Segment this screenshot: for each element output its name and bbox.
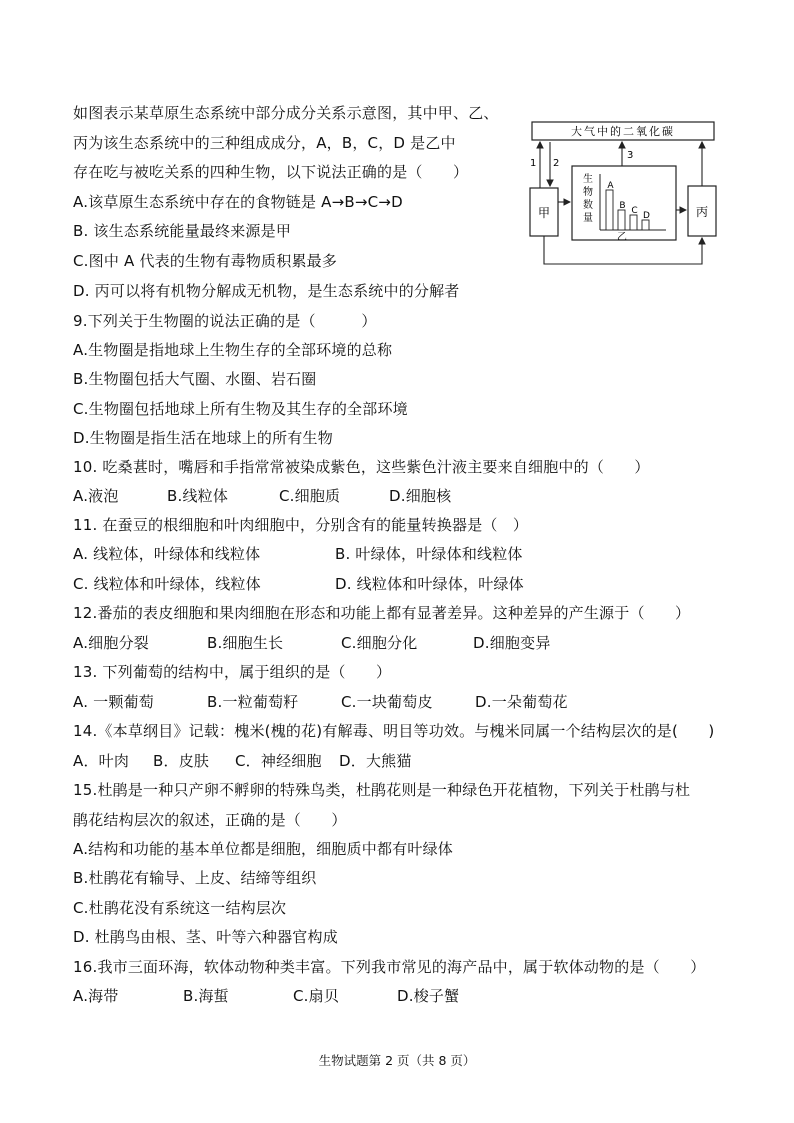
q15-option-d: D. 杜鹃鸟由根、茎、叶等六种器官构成 <box>73 928 338 946</box>
q10-stem: 10. 吃桑葚时，嘴唇和手指常常被染成紫色，这些紫色汁液主要来自细胞中的（ ） <box>73 458 650 476</box>
q15-stem-line-1: 15.杜鹃是一种只产卵不孵卵的特殊鸟类，杜鹃花则是一种绿色开花植物，下列关于杜鹃与杜 <box>73 781 691 799</box>
jia-label: 甲 <box>537 206 551 220</box>
bar-chart-ylabel-char: 量 <box>583 213 593 224</box>
q16-option-b: B.海蜇 <box>183 987 229 1005</box>
bar-label-d: D <box>643 211 650 221</box>
bar-label-c: C <box>631 206 638 216</box>
page-footer: 生物试题第 2 页（共 8 页） <box>318 1053 476 1068</box>
q8-option-a: A.该草原生态系统中存在的食物链是 A→B→C→D <box>73 193 403 211</box>
bar-a <box>606 190 613 230</box>
q12-stem: 12.番茄的表皮细胞和果肉细胞在形态和功能上都有显著差异。这种差异的产生源于（ ） <box>73 604 691 622</box>
q14-option-b: B．皮肤 <box>153 752 210 770</box>
bing-label: 丙 <box>695 205 709 219</box>
q8-stem-line-2: 丙为该生态系统中的三种组成成分，A，B，C，D 是乙中 <box>73 134 456 152</box>
bar-chart-ylabel-char: 数 <box>583 200 593 211</box>
q12-option-c: C.细胞分化 <box>341 634 418 652</box>
bar-chart-ylabel-char: 物 <box>583 187 593 198</box>
q12-option-b: B.细胞生长 <box>207 634 284 652</box>
q10-option-a: A.液泡 <box>73 487 119 505</box>
q13-option-b: B.一粒葡萄籽 <box>207 693 299 711</box>
bar-b <box>618 210 625 230</box>
q16-option-c: C.扇贝 <box>293 987 340 1005</box>
q12-option-a: A.细胞分裂 <box>73 634 149 652</box>
q15-option-c: C.杜鹃花没有系统这一结构层次 <box>73 899 287 917</box>
q14-stem: 14.《本草纲目》记载：槐米(槐的花)有解毒、明目等功效。与槐米同属一个结构层次的是( ) <box>73 722 715 740</box>
q8-option-b: B. 该生态系统能量最终来源是甲 <box>73 222 292 240</box>
ecosystem-diagram <box>526 118 726 278</box>
q11-stem: 11. 在蚕豆的根细胞和叶肉细胞中，分别含有的能量转换器是（ ） <box>73 516 529 534</box>
q8-option-c: C.图中 A 代表的生物有毒物质积累最多 <box>73 252 338 270</box>
bar-d <box>642 220 649 230</box>
atmosphere-label: 大气中的二氧化碳 <box>571 125 675 138</box>
q13-option-d: D.一朵葡萄花 <box>475 693 568 711</box>
q9-option-d: D.生物圈是指生活在地球上的所有生物 <box>73 429 333 447</box>
q13-option-c: C.一块葡萄皮 <box>341 693 433 711</box>
q14-option-a: A．叶肉 <box>73 752 130 770</box>
q16-option-d: D.梭子蟹 <box>397 987 460 1005</box>
q8-option-d: D. 丙可以将有机物分解成无机物，是生态系统中的分解者 <box>73 282 460 300</box>
q9-option-a: A.生物圈是指地球上生物生存的全部环境的总称 <box>73 341 393 359</box>
q11-option-c: C. 线粒体和叶绿体，线粒体 <box>73 575 261 593</box>
q14-option-d: D．大熊猫 <box>339 752 412 770</box>
q14-option-c: C．神经细胞 <box>235 752 322 770</box>
q16-option-a: A.海带 <box>73 987 119 1005</box>
arrow-1-label: 1 <box>530 158 537 169</box>
q15-option-b: B.杜鹃花有输导、上皮、结缔等组织 <box>73 869 317 887</box>
bar-label-a: A <box>607 181 614 191</box>
q15-stem-line-2: 鹃花结构层次的叙述，正确的是（ ） <box>73 811 347 829</box>
q11-option-d: D. 线粒体和叶绿体，叶绿体 <box>335 575 524 593</box>
q10-option-b: B.线粒体 <box>167 487 229 505</box>
q11-option-a: A. 线粒体，叶绿体和线粒体 <box>73 545 261 563</box>
arrow-3-label: 3 <box>627 150 634 161</box>
yi-label: 乙 <box>617 232 627 243</box>
q9-stem: 9.下列关于生物圈的说法正确的是（ ） <box>73 312 377 330</box>
q13-stem: 13. 下列葡萄的结构中，属于组织的是（ ） <box>73 663 392 681</box>
q13-option-a: A. 一颗葡萄 <box>73 693 154 711</box>
arrow-2-label: 2 <box>553 158 560 169</box>
q8-stem-line-3: 存在吃与被吃关系的四种生物，以下说法正确的是（ ） <box>73 163 469 181</box>
q9-option-b: B.生物圈包括大气圈、水圈、岩石圈 <box>73 370 317 388</box>
q12-option-d: D.细胞变异 <box>473 634 551 652</box>
bar-chart-ylabel-char: 生 <box>583 174 593 185</box>
q11-option-b: B. 叶绿体，叶绿体和线粒体 <box>335 545 523 563</box>
q8-stem-line-1: 如图表示某草原生态系统中部分成分关系示意图，其中甲、乙、 <box>73 104 499 122</box>
bar-label-b: B <box>619 201 626 211</box>
q16-stem: 16.我市三面环海，软体动物种类丰富。下列我市常见的海产品中，属于软体动物的是（ ） <box>73 958 706 976</box>
q10-option-d: D.细胞核 <box>389 487 452 505</box>
bar-c <box>630 215 637 230</box>
q10-option-c: C.细胞质 <box>279 487 341 505</box>
q15-option-a: A.结构和功能的基本单位都是细胞，细胞质中都有叶绿体 <box>73 840 453 858</box>
q9-option-c: C.生物圈包括地球上所有生物及其生存的全部环境 <box>73 400 408 418</box>
